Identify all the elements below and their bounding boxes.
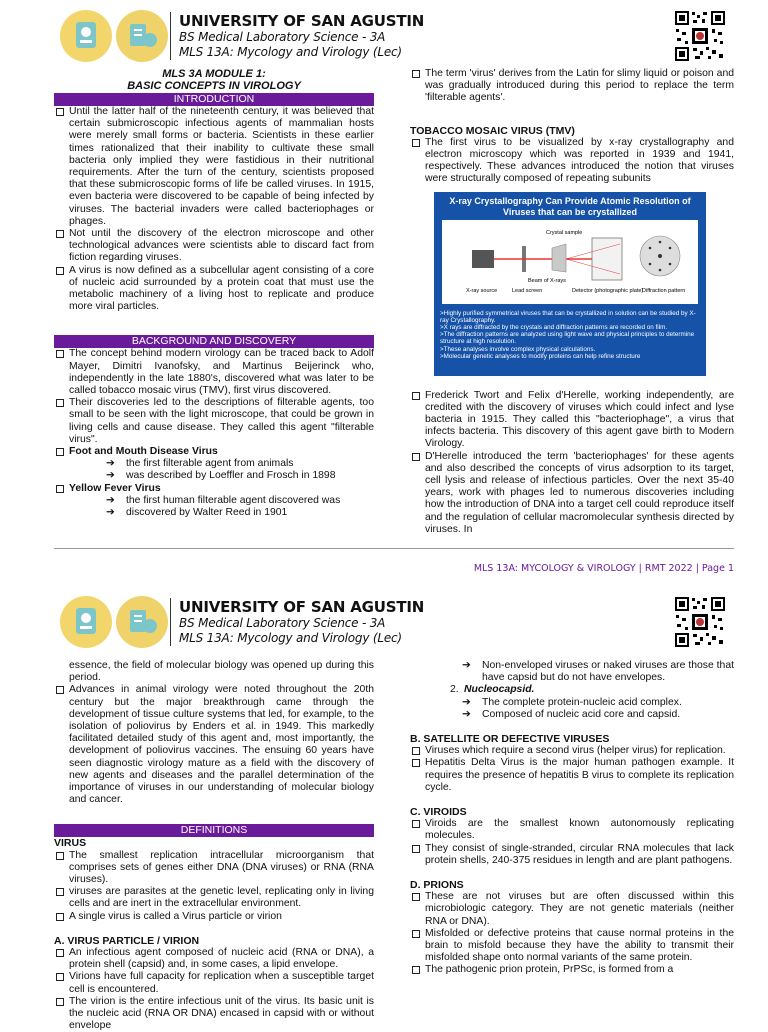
arrow-icon: ➔ — [106, 458, 115, 470]
arrow-icon: ➔ — [462, 696, 471, 708]
checkbox-bullet-icon — [412, 820, 420, 828]
checkbox-bullet-icon — [56, 686, 64, 694]
mls-logo — [116, 10, 168, 62]
intro-item: A virus is now defined as a subcellular agent consisting of a core of nucleic acid surrounded by a protein coat that must use the metabolic machinery of a living host to replicate and produce more viral particles. — [54, 265, 374, 314]
page2-left-column — [54, 660, 374, 1032]
university-name: UNIVERSITY OF SAN AGUSTIN — [179, 12, 425, 30]
nucleocapsid-point: ➔ The complete protein-nucleic acid complex. — [462, 696, 682, 708]
virion-item: An infectious agent composed of nucleic acid (RNA or DNA), a protein shell (capsid) and, in some cases, a lipid envelope. — [54, 947, 374, 971]
checkbox-bullet-icon — [56, 448, 64, 456]
page-footer: MLS 13A: MYCOLOGY & VIROLOGY | RMT 2022 | Page 1 — [473, 563, 734, 574]
advances-item: Advances in animal virology were noted throughout the 20th century but the major breakthrough came through the development of tissue culture systems that led, for example, to the isolation of poliovirus by Enders et al. in 1949. This markedly facilitated detailed study of this agent and, most importantly, the development of poliovirus vaccines. The ensuing 60 years have seen diagnostic virology mature as a field with the discovery of new agents and diseases and the parallel determination of the importance of viruses in our understanding of molecular biology and cancer. — [54, 684, 374, 806]
background-band: BACKGROUND AND DISCOVERY — [54, 335, 374, 348]
page1-left-column — [54, 68, 374, 519]
label-beam: Beam of X-rays — [528, 277, 566, 284]
label-crystal: Crystal sample — [546, 229, 583, 236]
definitions-band: DEFINITIONS — [54, 824, 374, 837]
qr-code — [674, 596, 726, 648]
nonenveloped-point: ➔ Non-enveloped viruses or naked viruses are those that have capsid but do not have envelopes. — [462, 660, 734, 684]
arrow-icon: ➔ — [462, 708, 471, 720]
mls-logo — [116, 596, 168, 648]
intro-item: Until the latter half of the nineteenth century, it was believed that certain submicroscopic infectious agents of mammalian hosts were merely small forms or bacteria. Scientists in these earlier times rationalized that their inability to cultivate these small bacteria only implied they were fastidious in their nutritional requirements. After the turn of the century, scientists proposed that these submicroscopic forms of life be called viruses. In 1915, even bacteria were discovered to be capable of being infected by viruses. The bacterial invaders were called bacteriophages or phages. — [54, 106, 374, 228]
virus-heading: VIRUS — [54, 837, 87, 850]
virion-heading: A. VIRUS PARTICLE / VIRION — [54, 934, 200, 947]
logos — [60, 10, 168, 62]
prions-item: Misfolded or defective proteins that cause normal proteins in the brain to misfold because they have the ability to transmit their misfolded shape onto normal variants of the same protein. — [410, 928, 734, 965]
background-item: Their discoveries led to the descriptions of filterable agents, too small to be seen with the light microscope, that could be grown in living cells and cause disease. They called this agent "filterable virus". — [54, 397, 374, 446]
prions-heading: D. PRIONS — [410, 879, 464, 892]
nucleocapsid-point: ➔ Composed of nucleic acid core and capsid. — [462, 708, 681, 720]
arrow-icon: ➔ — [106, 470, 115, 482]
usa-logo — [60, 10, 112, 62]
checkbox-bullet-icon — [56, 267, 64, 275]
logos — [60, 596, 168, 648]
page-separator — [54, 548, 734, 549]
virus-item: viruses are parasites at the genetic level, replicating only in living cells and are inert in the extracellular environment. — [54, 886, 374, 910]
checkbox-bullet-icon — [56, 949, 64, 957]
prions-item: These are not viruses but are often discussed within this microbiologic category. They are not genetic materials (neither RNA or DNA). — [410, 891, 734, 928]
figure-title: X-ray Crystallography Can Provide Atomic Resolution of Viruses that can be crystallized — [449, 195, 691, 217]
checkbox-bullet-icon — [412, 70, 420, 78]
program-name: BS Medical Laboratory Science - 3A — [179, 616, 386, 630]
checkbox-bullet-icon — [412, 966, 420, 974]
checkbox-bullet-icon — [56, 998, 64, 1006]
checkbox-bullet-icon — [412, 759, 420, 767]
label-source: X-ray source — [466, 287, 498, 294]
intro-item: Not until the discovery of the electron microscope and other technological advances were scientists able to discard fact from fiction regarding viruses. — [54, 228, 374, 265]
tmv-heading: TOBACCO MOSAIC VIRUS (TMV) — [410, 124, 575, 137]
virus-item: A single virus is called a Virus particle or virion — [54, 911, 374, 923]
background-item: The concept behind modern virology can be traced back to Adolf Mayer, Dimitri Ivanofsky, and Martinus Beijerinck who, independently in the late 1880's, discovered what was later to be called tobacco mosaic virus (TMV), first virus discovered. — [54, 348, 374, 397]
tmv-item: The first virus to be visualized by x-ray crystallography and electron microscopy which was reported in 1939 and 1941, respectively. These advances introduced the notion that viruses were structurally composed of repeating subunits — [410, 137, 734, 186]
xray-crystallography-figure — [434, 192, 706, 376]
virion-item: The virion is the entire infectious unit of the virus. Its basic unit is the nucleic acid (RNA OR DNA) encased in capsid with or without envelope — [54, 996, 374, 1032]
checkbox-bullet-icon — [56, 485, 64, 493]
checkbox-bullet-icon — [56, 913, 64, 921]
arrow-icon: ➔ — [106, 507, 115, 519]
satellite-heading: B. SATELLITE OR DEFECTIVE VIRUSES — [410, 733, 610, 746]
prions-item: The pathogenic prion protein, PrPSc, is formed from a — [410, 964, 734, 976]
figure-diagram — [442, 220, 698, 304]
arrow-icon: ➔ — [462, 660, 471, 671]
checkbox-bullet-icon — [56, 350, 64, 358]
course-name: MLS 13A: Mycology and Virology (Lec) — [179, 45, 402, 59]
course-name: MLS 13A: Mycology and Virology (Lec) — [179, 631, 402, 645]
checkbox-bullet-icon — [412, 392, 420, 400]
checkbox-bullet-icon — [56, 108, 64, 116]
checkbox-bullet-icon — [56, 852, 64, 860]
document-header — [170, 598, 424, 646]
checkbox-bullet-icon — [56, 399, 64, 407]
label-screen: Lead screen — [512, 287, 543, 294]
yfv-heading: Yellow Fever Virus — [54, 483, 374, 495]
checkbox-bullet-icon — [56, 973, 64, 981]
qr-code — [674, 10, 726, 62]
module-subtitle: BASIC CONCEPTS IN VIROLOGY — [127, 80, 301, 92]
module-title: MLS 3A MODULE 1: — [162, 68, 266, 80]
viroids-item: They consist of single-stranded, circular RNA molecules that lack protein shells, 240-375 residues in length and are plant pathogens. — [410, 843, 734, 867]
university-name: UNIVERSITY OF SAN AGUSTIN — [179, 598, 425, 616]
dherelle-item: D'Herelle introduced the term 'bacteriophages' for these agents and also described the concepts of virus adsorption to its target, cell lysis and release of infectious particles. Over the next 35-40 years, work with phages led to numerous discoveries including how the introduction of DNA into a target cell could reproduce itself and the regulation of cellular macromolecular synthesis directed by viruses. In — [410, 451, 734, 536]
checkbox-bullet-icon — [412, 845, 420, 853]
checkbox-bullet-icon — [412, 747, 420, 755]
fmd-point: ➔ was described by Loeffler and Frosch in 1898 — [106, 470, 336, 482]
usa-logo — [60, 596, 112, 648]
yfv-point: ➔ discovered by Walter Reed in 1901 — [106, 507, 288, 519]
satellite-item: Viruses which require a second virus (helper virus) for replication. — [410, 745, 734, 757]
label-detector: Detector (photographic plate) — [572, 287, 644, 294]
checkbox-bullet-icon — [412, 930, 420, 938]
nucleocapsid-heading: 2. Nucleocapsid. — [450, 684, 535, 696]
virus-term-item: The term 'virus' derives from the Latin for slimy liquid or poison and was gradually introduced during this period to replace the term 'filterable agents'. — [410, 68, 734, 105]
program-name: BS Medical Laboratory Science - 3A — [179, 30, 386, 44]
yfv-point: ➔ the first human filterable agent discovered was — [106, 494, 341, 506]
viroids-heading: C. VIROIDS — [410, 806, 467, 819]
arrow-icon: ➔ — [106, 494, 115, 506]
page1-right-column — [410, 68, 734, 536]
fmd-point: ➔ the first filterable agent from animals — [106, 458, 294, 470]
twort-item: Frederick Twort and Felix d'Herelle, working independently, are credited with the discovery of viruses which could infect and lyse bacteria in 1915. They called this "bacteriophage", a virus that infects bacteria. This discovery of this agent gave birth to Modern Virology. — [410, 390, 734, 451]
satellite-item: Hepatitis Delta Virus is the major human pathogen example. It requires the presence of hepatitis B virus to complete its replication cycle. — [410, 757, 734, 794]
checkbox-bullet-icon — [412, 453, 420, 461]
continuation-text: essence, the field of molecular biology was opened up during this period. — [69, 660, 374, 684]
figure-notes: >Highly purified symmetrical viruses that can be crystallized in solution can be studied by X-ray Crystallography. >X rays are diffracted by the crystals and diffraction patterns are recorded on film. >The diffraction patterns are analyzed using light wave and physical principles to determine structure at high resolution. >These analyses involve complex physical calculations. >Molecular genetic analyses to modify proteins can help refine structure — [440, 309, 696, 360]
page2-right-column — [410, 660, 734, 977]
introduction-band: INTRODUCTION — [54, 93, 374, 106]
document-header — [170, 12, 424, 60]
virus-item: The smallest replication intracellular microorganism that comprises sets of genes either DNA (DNA viruses) or RNA (RNA viruses). — [54, 850, 374, 887]
virion-item: Virions have full capacity for replication when a susceptible target cell is encountered. — [54, 971, 374, 995]
checkbox-bullet-icon — [56, 888, 64, 896]
checkbox-bullet-icon — [412, 893, 420, 901]
checkbox-bullet-icon — [56, 230, 64, 238]
fmd-heading: Foot and Mouth Disease Virus — [54, 446, 374, 458]
viroids-item: Viroids are the smallest known autonomously replicating molecules. — [410, 818, 734, 842]
label-diffraction: Diffraction pattern — [642, 287, 686, 294]
page-2 — [0, 586, 768, 1032]
checkbox-bullet-icon — [412, 139, 420, 147]
